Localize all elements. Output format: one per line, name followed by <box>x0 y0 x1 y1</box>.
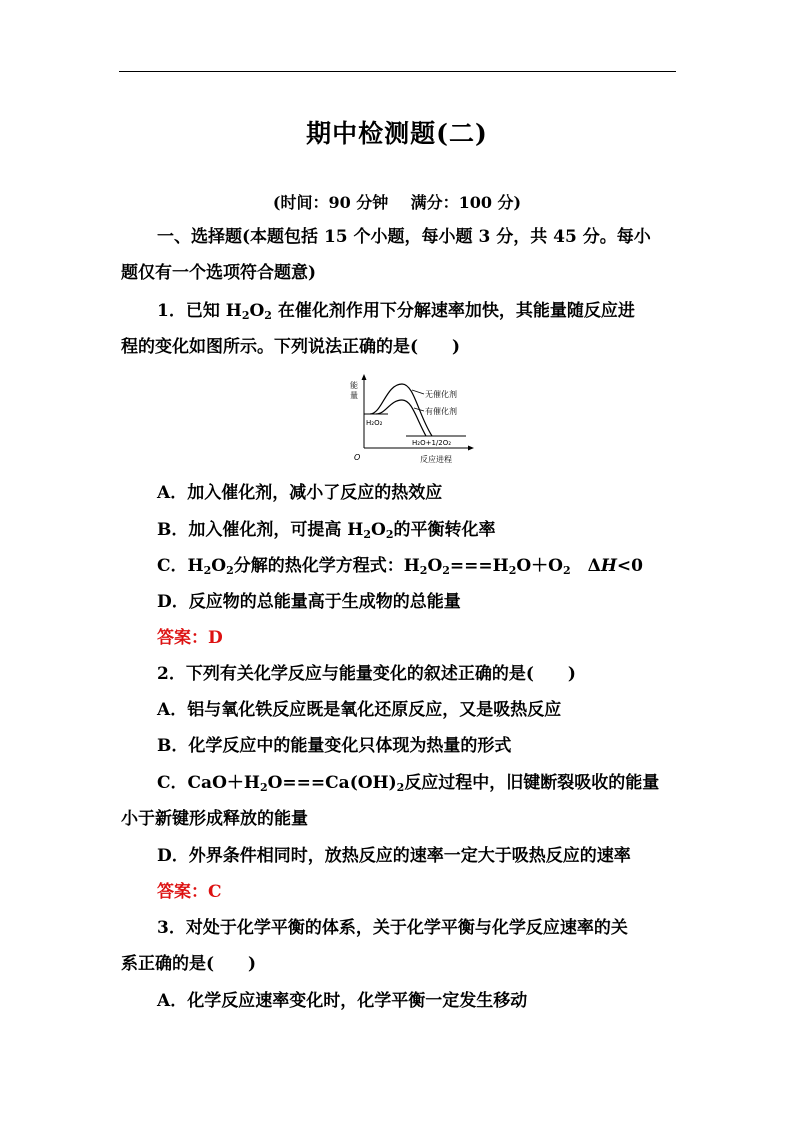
q3-stem-line1: 3．对处于化学平衡的体系，关于化学平衡与化学反应速率的关 <box>157 918 628 938</box>
header-rule <box>119 71 676 72</box>
curve-no-catalyst <box>370 384 432 436</box>
curve-no-catalyst-label: 无催化剂 <box>425 390 457 399</box>
q2-option-d: D．外界条件相同时，放热反应的速率一定大于吸热反应的速率 <box>157 846 631 866</box>
q1-stem-line2: 程的变化如图所示。下列说法正确的是( ) <box>121 337 461 357</box>
page-title: 期中检测题(二) <box>306 119 488 148</box>
q2-option-c: C．$CaO+H_2O===Ca(OH)_2$反应过程中，旧键断裂吸收的能量 <box>157 773 660 794</box>
section-heading-line <box>157 226 717 248</box>
q1-option-d: D．反应物的总能量高于生成物的总能量 <box>157 592 461 612</box>
q1-option-a: A．加入催化剂，减小了反应的热效应 <box>157 483 443 503</box>
q2-stem: 2．下列有关化学反应与能量变化的叙述正确的是( ) <box>157 664 576 684</box>
section-desc-line2: 题仅有一个选项符合题意) <box>121 263 317 283</box>
curve-catalyst-label: 有催化剂 <box>425 407 457 416</box>
label-leader-no-cat <box>412 390 424 394</box>
exam-meta: (时间：90 分钟 满分：100 分) <box>272 193 522 212</box>
reactant-label: H₂O₂ <box>366 419 383 427</box>
x-axis-arrow <box>468 446 474 451</box>
q1-option-c: C．$H_2O_2$分解的热化学方程式：$H_2O_2===H_2O+O_2$ ΔH<0 <box>157 556 643 577</box>
q3-option-a: A．化学反应速率变化时，化学平衡一定发生移动 <box>157 991 528 1011</box>
section-desc: (本题包括 15 个小题，每小题 3 分，共 45 分。每小 <box>242 227 651 247</box>
product-label: H₂O+1/2O₂ <box>412 439 452 447</box>
origin-label: O <box>354 453 361 462</box>
q3-stem-line2: 系正确的是( ) <box>121 954 257 974</box>
q2-option-b: B．化学反应中的能量变化只体现为热量的形式 <box>157 736 512 756</box>
x-label: 反应进程 <box>420 455 452 464</box>
q2-answer: 答案：C <box>157 882 222 902</box>
curve-catalyst <box>376 400 426 436</box>
y-axis-arrow <box>362 374 367 380</box>
q2-option-c-line2: 小于新键形成释放的能量 <box>121 809 308 829</box>
y-label-1: 能 <box>350 381 358 390</box>
q1-answer: 答案：D <box>157 628 223 648</box>
q1-stem-line1: 1．已知 $H_2O_2$ 在催化剂作用下分解速率加快，其能量随反应进 <box>157 301 635 322</box>
section-heading: 一、选择题 <box>157 227 242 247</box>
y-label-2: 量 <box>350 391 358 400</box>
q2-option-a: A．铝与氧化铁反应既是氧化还原反应，又是吸热反应 <box>157 700 562 720</box>
q1-option-b: B．加入催化剂，可提高 $H_2O_2$的平衡转化率 <box>157 520 496 541</box>
energy-diagram <box>346 370 476 466</box>
